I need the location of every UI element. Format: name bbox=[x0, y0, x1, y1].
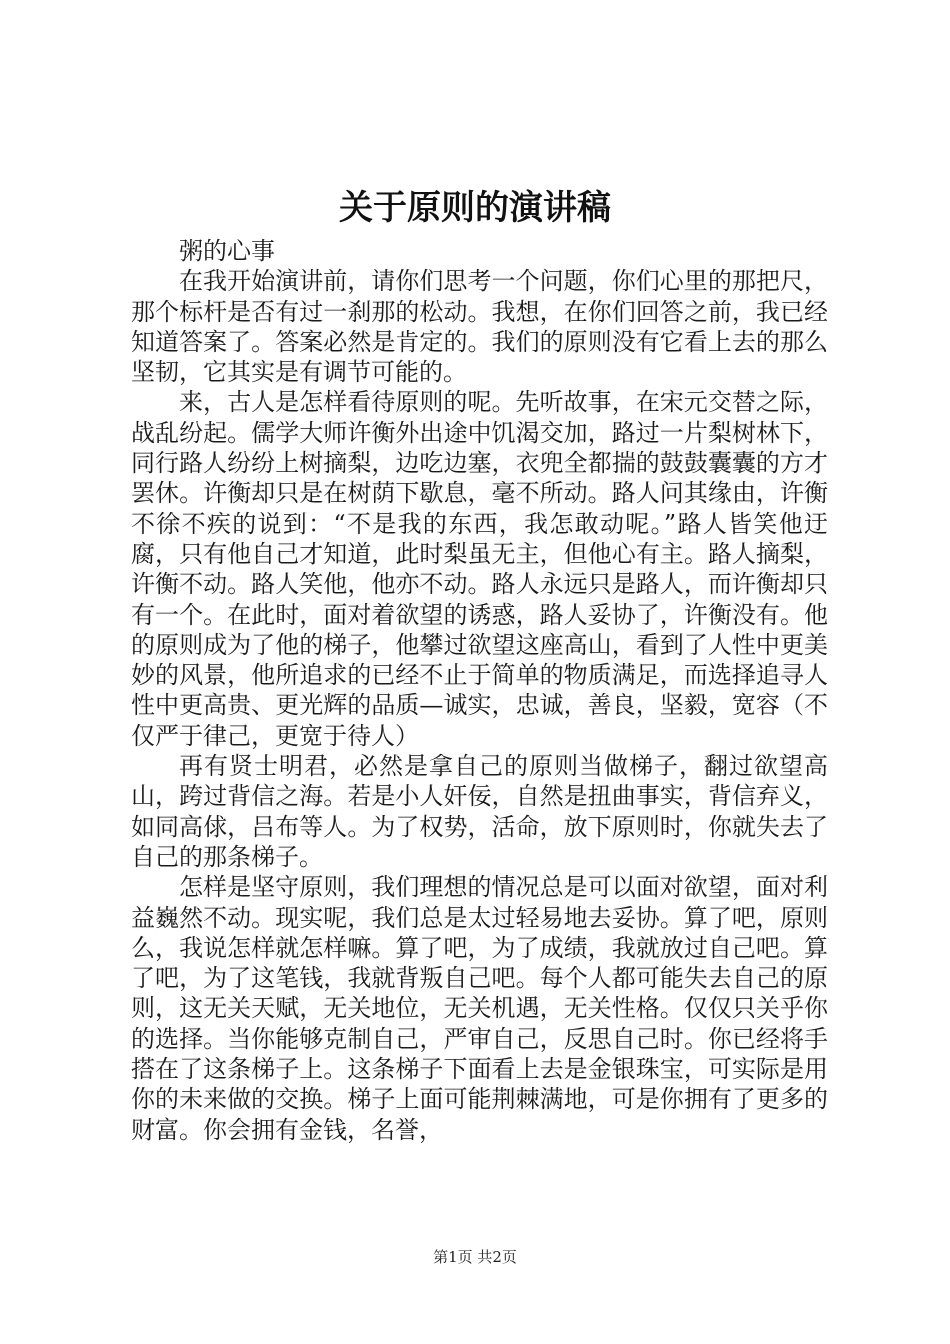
document-body bbox=[131, 236, 828, 1145]
page-number: 第1页 共2页 bbox=[433, 1248, 517, 1266]
page-title: 关于原则的演讲稿 bbox=[339, 188, 611, 228]
paragraph: 怎样是坚守原则，我们理想的情况总是可以面对欲望，面对利益巍然不动。现实呢，我们总是太过轻易地去妥协。算了吧，原则么，我说怎样就怎样嘛。算了吧，为了成绩，我就放过自己吧。算了吧，为了这笔钱，我就背叛自己吧。每个人都可能失去自己的原则，这无关天赋，无关地位，无关机遇，无关性格。仅仅只关乎你的选择。当你能够克制自己，严审自己，反思自己时。你已经将手搭在了这条梯子上。这条梯子下面看上去是金银珠宝，可实际是用你的未来做的交换。梯子上面可能荆棘满地，可是你拥有了更多的财富。你会拥有金钱，名誉， bbox=[131, 873, 828, 1144]
author-line: 粥的心事 bbox=[179, 237, 275, 265]
paragraph: 在我开始演讲前，请你们思考一个问题，你们心里的那把尺，那个标杆是否有过一刹那的松动。我想，在你们回答之前，我已经知道答案了。答案必然是肯定的。我们的原则没有它看上去的那么坚韧，它其实是有调节可能的。 bbox=[131, 267, 828, 387]
paragraph: 再有贤士明君，必然是拿自己的原则当做梯子，翻过欲望高山，跨过背信之海。若是小人奸佞，自然是扭曲事实，背信弃义，如同高俅，吕布等人。为了权势，活命，放下原则时，你就失去了自己的那条梯子。 bbox=[131, 752, 828, 871]
paragraph: 来，古人是怎样看待原则的呢。先听故事，在宋元交替之际，战乱纷起。儒学大师许衡外出途中饥渴交加，路过一片梨树林下，同行路人纷纷上树摘梨，边吃边塞，衣兜全都揣的鼓鼓囊囊的方才罢休。许衡却只是在树荫下歇息，毫不所动。路人问其缘由，许衡不徐不疾的说到：“不是我的东西，我怎敢动呢。”路人皆笑他迂腐，只有他自己才知道，此时梨虽无主，但他心有主。路人摘梨，许衡不动。路人笑他，他亦不动。路人永远只是路人，而许衡却只有一个。在此时，面对着欲望的诱惑，路人妥协了，许衡没有。他的原则成为了他的梯子，他攀过欲望这座高山，看到了人性中更美妙的风景，他所追求的已经不止于简单的物质满足，而选择追寻人性中更高贵、更光辉的品质—诚实，忠诚，善良，坚毅，宽容（不仅严于律己，更宽于待人） bbox=[131, 388, 828, 750]
